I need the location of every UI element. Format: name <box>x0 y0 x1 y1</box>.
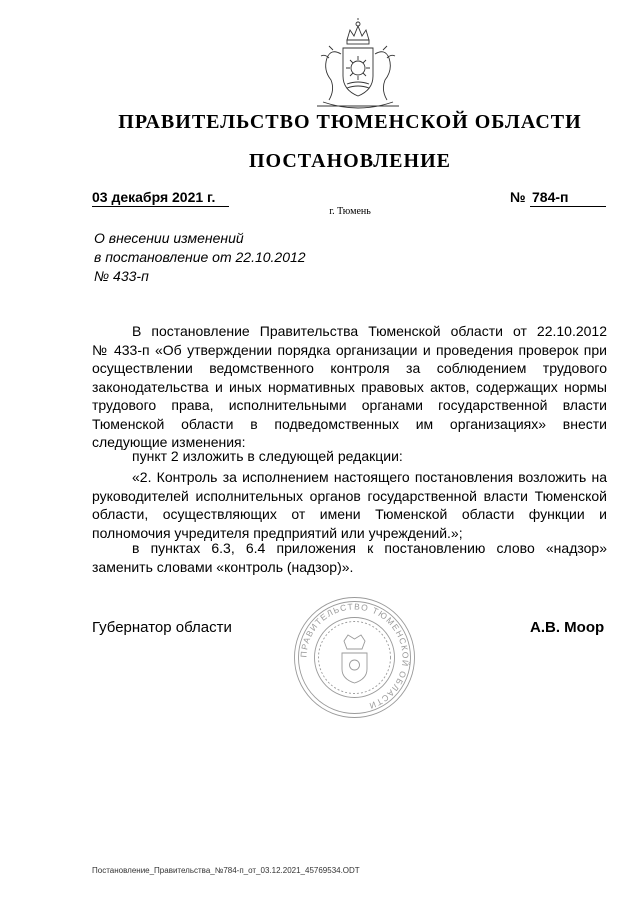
paragraph-line: «2. Контроль за исполнением настоящего постановления возложить на <box>132 469 607 485</box>
document-type: ПОСТАНОВЛЕНИЕ <box>249 150 451 172</box>
body-paragraph <box>92 447 607 466</box>
paragraph-line: В постановление Правительства Тюменской области от 22.10.2012 <box>132 323 607 339</box>
seal-text: ПРАВИТЕЛЬСТВО ТЮМЕНСКОЙ ОБЛАСТИ <box>298 601 411 712</box>
paragraph-line: руководителей исполнительных органов государственной власти Тюменской <box>92 487 607 504</box>
document-date: 03 декабря 2021 г. <box>92 189 229 207</box>
signatory-name: А.В. Моор <box>530 619 605 636</box>
paragraph-line: полномочия учредителя предприятий или учреждений.»; <box>92 524 463 541</box>
paragraph-line: следующие изменения: <box>92 434 246 450</box>
document-subject <box>94 229 306 286</box>
number-sign: № <box>510 189 526 205</box>
paragraph-line: Тюменской области в подведомственных им организациях» внести <box>92 415 607 432</box>
paragraph-line: осуществлении ведомственного контроля за соблюдением трудового <box>92 360 607 376</box>
government-title: ПРАВИТЕЛЬСТВО ТЮМЕНСКОЙ ОБЛАСТИ <box>118 111 582 133</box>
body-paragraph <box>92 468 607 542</box>
footer-filename: Постановление_Правительства_№784-п_от_03.12.2021_45769534.ODT <box>92 866 360 875</box>
document-number: 784-п <box>530 189 606 207</box>
paragraph-line: в пунктах 6.3, 6.4 приложения к постановлению слово «надзор» <box>132 540 607 556</box>
official-seal-icon <box>292 595 417 720</box>
paragraph-line: заменить словами «контроль (надзор)». <box>92 558 354 575</box>
city: г. Тюмень <box>329 206 371 217</box>
subject-line: в постановление от 22.10.2012 <box>94 249 306 265</box>
coat-of-arms-icon <box>303 18 413 118</box>
body-paragraph <box>92 539 607 576</box>
body-paragraph <box>92 322 607 452</box>
paragraph-line: № 433-п «Об утверждении порядка организации и проведения проверок при <box>92 341 607 358</box>
subject-line: № 433-п <box>94 268 149 284</box>
paragraph-line: законодательства и иных нормативных правовых актов, содержащих нормы <box>92 378 607 395</box>
paragraph-line: пункт 2 изложить в следующей редакции: <box>132 448 403 464</box>
subject-line: О внесении изменений <box>94 230 244 246</box>
paragraph-line: области, осуществляющих от имени Тюменской области функции и <box>92 506 607 522</box>
signatory-position: Губернатор области <box>92 619 232 636</box>
paragraph-line: трудового права, исполнительными органами государственной власти <box>92 397 607 413</box>
